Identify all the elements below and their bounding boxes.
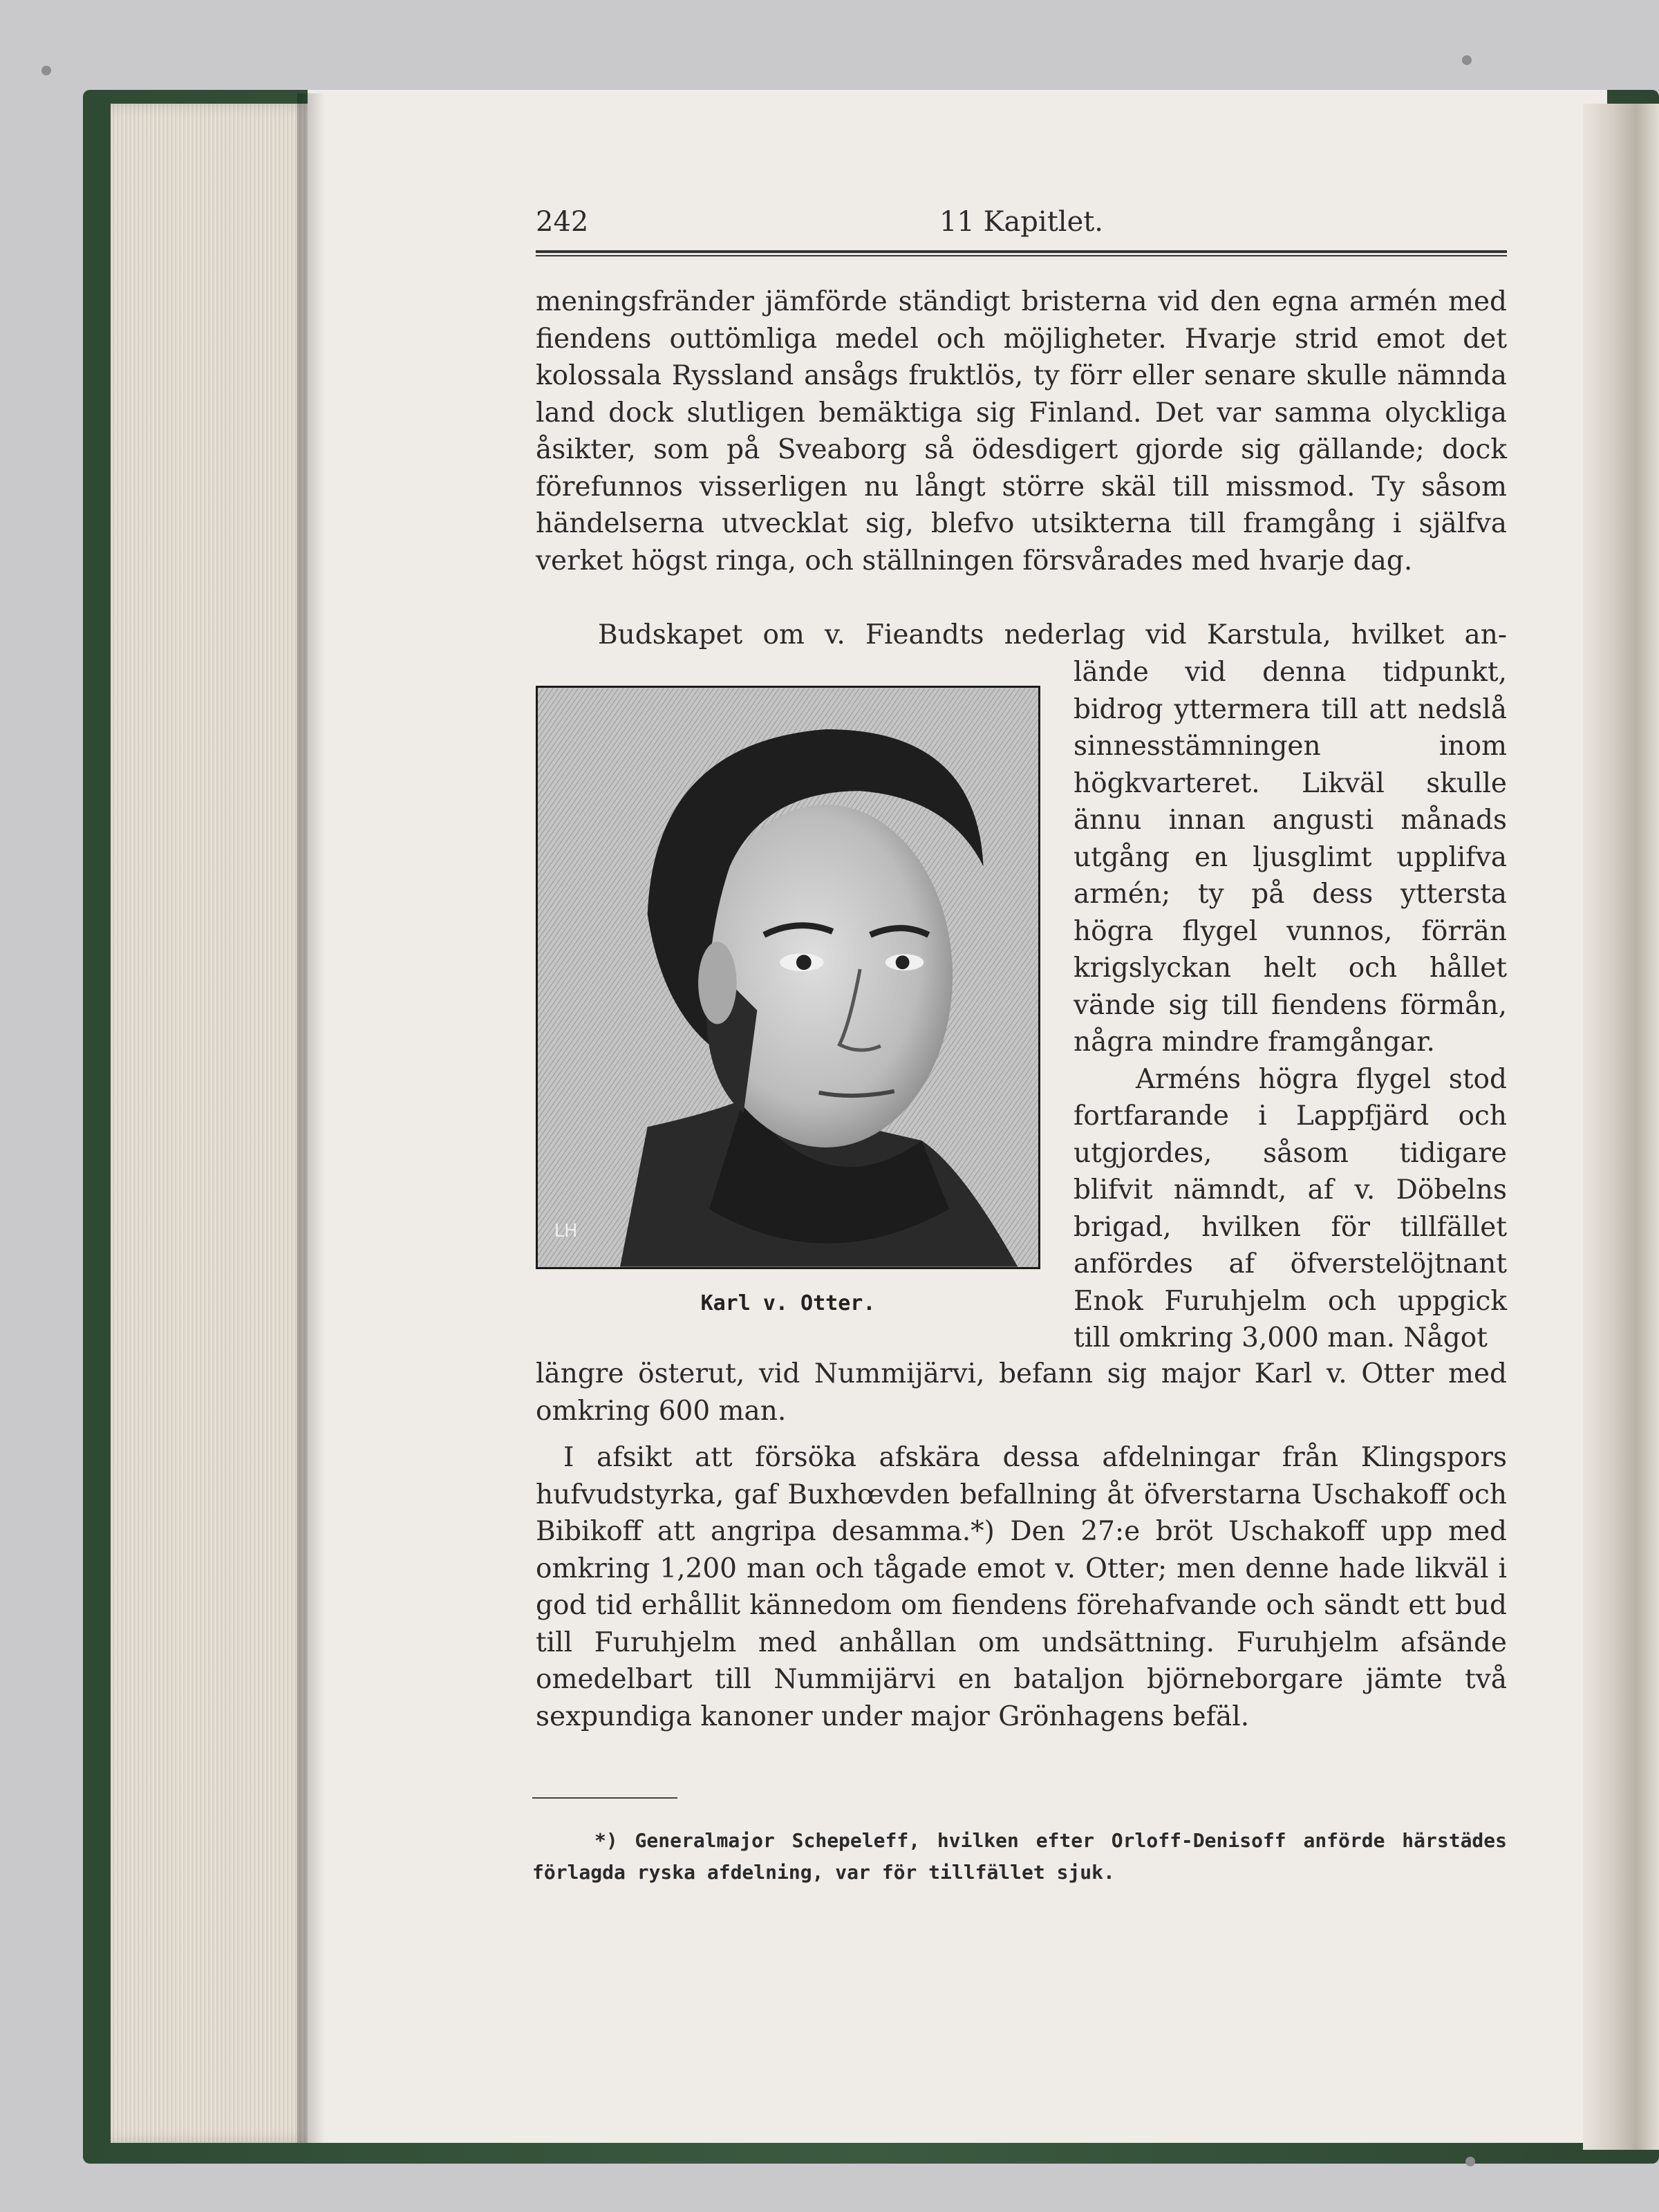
header-rule [536,250,1507,256]
paragraph-text: längre österut, vid Nummijärvi, befann sig major Karl v. Otter med omkring 600 man. [536,1358,1507,1427]
paragraph-text: I afsikt att försöka afskära dessa afdelningar från Klingspors hufvudstyrka, gaf Buxhœvden befallning åt öfverstarna Uschakoff och Bibikoff att angripa desamma.*) Den 27:e bröt Uschakoff upp med omkring 1,200 man och tågade emot v. Otter; men denne hade likväl i god tid erhållit kännedom om fiendens förehafvande och sändt ett bud till Furuhjelm med anhållan om undsättning. Furuhjelm afsände omedelbart till Nummijärvi en bataljon björneborgare jämte två sexpundiga kanoner under major Grönhagens befäl. [536,1442,1507,1732]
figure-caption: Karl v. Otter. [700,1291,876,1315]
page-edges [111,104,311,2143]
pin-icon [1462,55,1472,65]
page-header [536,206,1507,247]
paragraph-text: Arméns högra flygel stod fortfarande i Lappfjärd och utgjordes, såsom tidigare blifvit nämndt, af v. Döbelns brigad, hvilken för tillfället anfördes af öfverstelöjtnant Enok Furuhjelm och uppgick till omkring 3,000 man. Något [1074,1063,1507,1353]
paragraph-text: meningsfränder jämförde ständigt bristerna vid den egna armén med fiendens outtömliga medel och möjligheter. Hvarje strid emot det kolossala Ryssland ansågs fruktlös, ty förr eller senare skulle nämnda land dock slutligen bemäktiga sig Finland. Det var samma olyckliga åsikter, som på Sveaborg så ödesdigert gjorde sig gällande; dock förefunnos visserligen nu långt större skäl till missmod. Ty såsom händelserna utvecklat sig, blefvo utsikterna till framgång i själfva verket högst ringa, och ställningen försvårades med hvarje dag. [536,286,1507,577]
page-shadow [297,93,325,2143]
paragraph-2-wrapped-column [1074,654,1507,1357]
pin-icon [1465,2157,1475,2166]
portrait-monogram: LH [554,1220,578,1241]
pin-icon [41,66,51,75]
page-number: 242 [536,206,589,238]
footnote: *) Generalmajor Schepeleff, hvilken efter Orloff-Denisoff anförde härstädes förlagda ryska afdelning, var för tillfället sjuk. [532,1829,1507,1884]
paragraph-3 [536,1439,1507,1735]
paragraph-1 [536,283,1507,579]
book-gutter [1583,104,1659,2150]
portrait-image [536,686,1040,1269]
footnote-rule [532,1797,677,1799]
paragraph-2-tail [536,1356,1507,1430]
paragraph-text: Budskapet om v. Fieandts nederlag vid Karstula, hvilket an- [598,619,1507,650]
paragraph-text: lände vid denna tidpunkt, bidrog yttermera till att nedslå sinnesstämningen inom högkvarteret. Likväl skulle ännu innan angusti månads utgång en ljusglimt upplifva armén; ty på dess yttersta högra flygel vunnos, förrän krigslyckan helt och hållet vände sig till fiendens förmån, några mindre framgångar. [1074,657,1507,1058]
running-head: 11 Kapitlet. [939,206,1104,238]
paragraph-2-first-line [536,617,1507,654]
